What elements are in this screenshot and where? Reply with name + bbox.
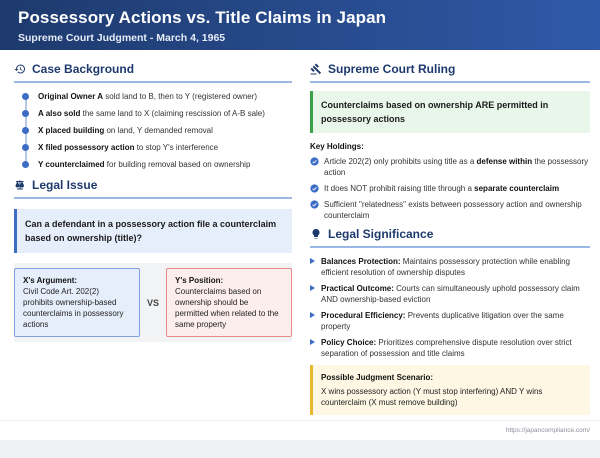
significance-item	[310, 256, 590, 278]
timeline-item	[38, 91, 292, 102]
holding-item	[310, 183, 590, 194]
timeline-item-bold: Original Owner A	[38, 92, 104, 101]
y-position-label: Y's Position:	[175, 276, 224, 285]
scale-icon	[14, 179, 26, 191]
check-circle-icon	[310, 184, 319, 193]
scenario-text: X wins possessory action (Y must stop interfering) AND Y wins counterclaim (X must remove building)	[321, 387, 543, 407]
arrow-bullet-icon	[310, 285, 316, 291]
y-position-card	[166, 268, 292, 337]
check-circle-icon	[310, 157, 319, 166]
key-holdings-label: Key Holdings:	[310, 142, 364, 151]
case-timeline	[14, 91, 292, 170]
timeline-item	[38, 142, 292, 153]
significance-title: Legal Significance	[328, 227, 434, 241]
holdings-list	[310, 156, 590, 221]
legal-issue-title: Legal Issue	[32, 178, 98, 192]
ruling-statement: Counterclaims based on ownership ARE permitted in possessory actions	[310, 91, 590, 133]
timeline-item	[38, 108, 292, 119]
source-url: https://japancompliance.com/	[505, 427, 590, 434]
holding-text: Sufficient "relatedness" exists between possessory action and ownership counterclaim	[324, 200, 582, 220]
arrow-bullet-icon	[310, 258, 316, 264]
significance-list	[310, 256, 590, 359]
timeline-item	[38, 125, 292, 136]
legal-question: Can a defendant in a possessory action file a counterclaim based on ownership (title)?	[14, 209, 292, 253]
timeline-dot	[22, 127, 29, 134]
timeline-dot	[22, 161, 29, 168]
significance-text: Balances Protection: Maintains possessory protection while enabling efficient resolution of ownership disputes	[321, 257, 571, 277]
timeline-item-text: the same land to X (claiming rescission of A-B sale)	[80, 109, 265, 118]
arrow-bullet-icon	[310, 339, 316, 345]
vs-label: VS	[146, 297, 159, 308]
header-banner	[0, 0, 600, 50]
holding-text: Article 202(2) only prohibits using title as a defense within the possessory action	[324, 157, 589, 177]
holding-text: It does NOT prohibit raising title through a separate counterclaim	[324, 184, 560, 193]
legal-issue-heading	[14, 178, 292, 199]
x-argument-text: Civil Code Art. 202(2) prohibits ownership-based counterclaims in possessory actions	[23, 287, 124, 329]
positions-comparison	[14, 263, 292, 342]
timeline-item-text: sold land to B, then to Y (registered owner)	[103, 92, 258, 101]
page-subtitle: Supreme Court Judgment - March 4, 1965	[18, 32, 226, 44]
holding-item	[310, 199, 590, 221]
case-background-title: Case Background	[32, 62, 135, 76]
y-position-text: Counterclaims based on ownership should be permitted when related to the same property	[175, 287, 279, 329]
significance-heading	[310, 227, 590, 248]
timeline-item-bold: A also sold	[38, 109, 81, 118]
case-background-heading	[14, 62, 292, 83]
timeline-item	[38, 159, 292, 170]
check-circle-icon	[310, 200, 319, 209]
right-column	[310, 62, 590, 415]
history-icon	[14, 63, 26, 75]
footer	[0, 420, 600, 440]
gavel-icon	[310, 63, 322, 75]
arrow-bullet-icon	[310, 312, 316, 318]
timeline-item-text: on land, Y demanded removal	[104, 126, 213, 135]
ruling-heading	[310, 62, 590, 83]
scenario-label: Possible Judgment Scenario:	[321, 373, 434, 382]
left-column	[14, 62, 292, 342]
timeline-item-bold: Y counterclaimed	[38, 160, 105, 169]
page-title: Possessory Actions vs. Title Claims in Japan	[18, 8, 387, 27]
significance-item	[310, 283, 590, 305]
timeline-dot	[22, 93, 29, 100]
x-argument-card	[14, 268, 140, 337]
timeline-item-bold: X placed building	[38, 126, 105, 135]
timeline-item-bold: X filed possessory action	[38, 143, 135, 152]
timeline-item-text: for building removal based on ownership	[104, 160, 251, 169]
holding-item	[310, 156, 590, 178]
significance-item	[310, 337, 590, 359]
significance-text: Policy Choice: Prioritizes comprehensive dispute resolution over strict separation of possession and title claims	[321, 338, 572, 358]
x-argument-label: X's Argument:	[23, 276, 78, 285]
timeline-dot	[22, 110, 29, 117]
significance-text: Practical Outcome: Courts can simultaneously uphold possessory claim AND ownership-based eviction	[321, 284, 580, 304]
bottom-strip	[0, 440, 600, 458]
ruling-title: Supreme Court Ruling	[328, 62, 456, 76]
significance-item	[310, 310, 590, 332]
timeline-dot	[22, 144, 29, 151]
lightbulb-icon	[310, 228, 322, 240]
judgment-scenario-box	[310, 365, 590, 415]
significance-text: Procedural Efficiency: Prevents duplicative litigation over the same property	[321, 311, 564, 331]
timeline-item-text: to stop Y's interference	[134, 143, 219, 152]
